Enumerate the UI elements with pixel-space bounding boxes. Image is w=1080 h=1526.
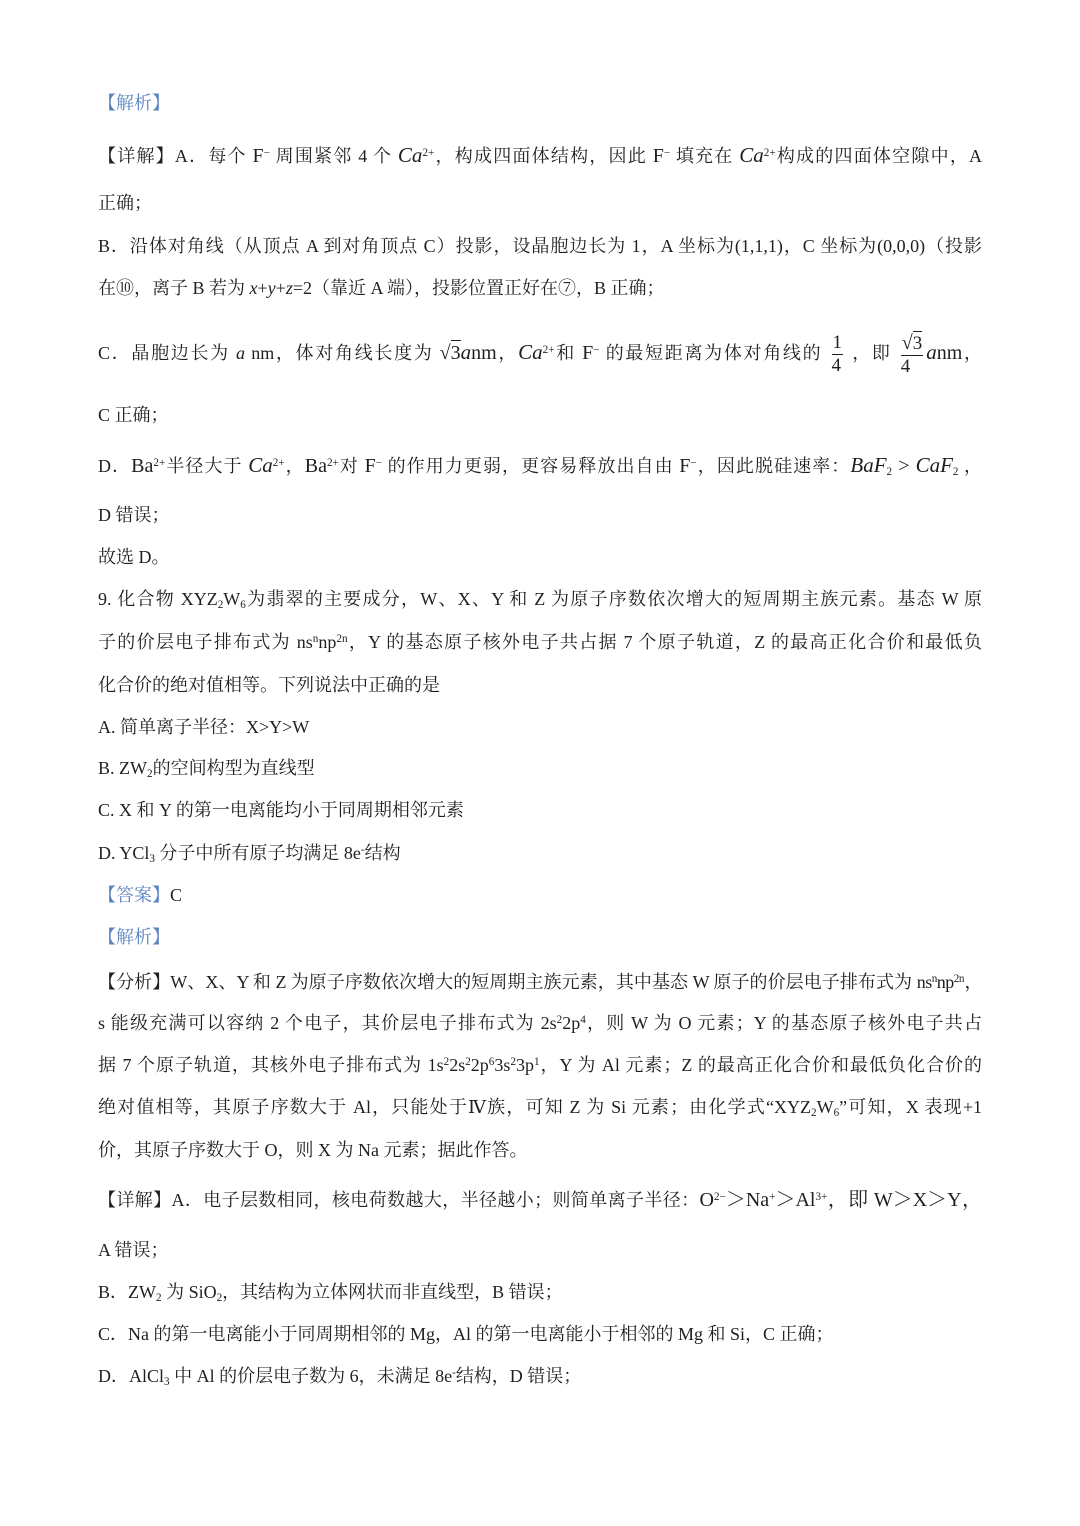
text-run: +: [275, 278, 286, 298]
superscript: 1: [533, 1055, 540, 1068]
comparison-sign: >: [892, 455, 916, 477]
text-run: ，因此脱硅速率：: [696, 456, 851, 476]
superscript: 2n: [336, 632, 348, 645]
text-run: D. YCl: [98, 843, 150, 863]
text-run: ，构成四面体结构，因此: [434, 146, 653, 166]
text-run: 据 7 个原子轨道，其核外电子排布式为 1s: [98, 1055, 444, 1075]
text-run: 子的价层电子排布式为 ns: [98, 632, 313, 652]
text-run: B．ZW: [98, 1282, 156, 1302]
text-run: ，: [962, 343, 983, 363]
subscript: 6: [240, 599, 246, 612]
section-label-analysis: 【解析】: [98, 927, 170, 947]
detail-line-option-b: B．沿体对角线（从顶点 A 到对角顶点 C）投影，设晶胞边长为 1，A 坐标为(1,1,1)，C 坐标为(0,0,0)（投影: [98, 236, 982, 256]
text-run: 半径大于: [165, 456, 249, 476]
superscript: 2+: [272, 456, 285, 469]
text-run: 3p: [515, 1055, 534, 1075]
text-run: 周围紧邻 4 个: [269, 146, 398, 166]
detail-line-option-d: [98, 1361, 982, 1391]
fraction-one-quarter: [832, 332, 844, 377]
option-b: [98, 753, 982, 783]
text-run: 构成的四面体空隙中，A: [775, 146, 983, 166]
superscript: 2+: [422, 146, 435, 159]
unit-nm: nm: [936, 342, 963, 364]
analysis-line: [98, 1008, 982, 1038]
text-run: np: [318, 632, 337, 652]
superscript: 2: [443, 1055, 450, 1068]
detail-line-option-c: C．Na 的第一电离能小于同周期相邻的 Mg，Al 的第一电离能小于相邻的 Mg 和 Si，C 正确；: [98, 1324, 834, 1344]
text-run: 2p: [470, 1055, 489, 1075]
text-run: 2p: [562, 1013, 581, 1033]
text-run: 为 SiO: [161, 1282, 217, 1302]
text-run: W: [223, 589, 241, 609]
fraction-numerator: 1: [832, 332, 842, 354]
fraction-denominator: 4: [831, 355, 841, 377]
text-run: ，: [496, 343, 519, 363]
subscript: 2: [147, 768, 153, 781]
superscript: 2+: [542, 343, 555, 356]
text-run: 分子中所有原子均满足 8e: [154, 843, 361, 863]
subscript: 2: [810, 1107, 817, 1120]
variable-a: a: [460, 340, 472, 364]
formula-fluoride: F: [679, 455, 691, 477]
text-run: 的空间构型为直线型: [152, 758, 315, 778]
analysis-line: 价，其原子序数大于 O，则 X 为 Na 元素；据此作答。: [98, 1140, 528, 1160]
subscript: 2: [216, 1292, 223, 1305]
text-run: 2s: [449, 1055, 466, 1075]
section-label-analysis: 【解析】: [98, 93, 170, 113]
superscript: 2−: [713, 1190, 726, 1203]
superscript: −: [375, 456, 382, 469]
formula-aluminium-ion: ＞Al: [775, 1189, 816, 1211]
formula-calcium: Ca: [397, 143, 423, 167]
formula-caf2: CaF: [915, 453, 953, 477]
option-c: C. X 和 Y 的第一电离能均小于同周期相邻元素: [98, 800, 464, 820]
fraction-sqrt3-over-4: [901, 332, 923, 378]
detail-line: A 错误；: [98, 1240, 169, 1260]
text-run: 对: [338, 456, 365, 476]
superscript: +: [769, 1190, 776, 1203]
text-run: 填充在: [670, 146, 740, 166]
superscript: n: [931, 972, 937, 985]
variable-x: x: [249, 278, 258, 298]
variable-a: a: [926, 340, 937, 364]
superscript: −: [263, 146, 270, 159]
superscript: −: [690, 456, 697, 469]
fraction-numerator: [901, 332, 923, 356]
detail-line-option-d: [98, 450, 982, 480]
text-run: 结构，D 错误；: [455, 1366, 582, 1386]
question-stem-line: [98, 627, 982, 657]
text-run: W: [816, 1097, 834, 1117]
superscript: -: [360, 843, 365, 856]
detail-line: 正确；: [98, 193, 152, 213]
text-run: 9. 化合物 XYZ: [98, 589, 218, 609]
formula-fluoride: F: [652, 145, 664, 167]
option-a: A. 简单离子半径：X>Y>W: [98, 717, 310, 737]
superscript: 2: [510, 1055, 516, 1068]
section-label-answer: 【答案】: [98, 885, 170, 905]
superscript: 6: [488, 1055, 495, 1068]
radical-sign: √: [439, 342, 451, 364]
analysis-line: [98, 967, 982, 997]
text-run: 和: [554, 343, 583, 363]
analysis-line: [98, 1050, 982, 1080]
subscript: 3: [149, 853, 155, 866]
text-run: 中 Al 的价层电子数为 6，未满足 8e: [169, 1366, 453, 1386]
text-run: +: [257, 278, 268, 298]
text-run: 的作用力更弱，更容易释放出自由: [382, 456, 680, 476]
subscript: 3: [164, 1376, 170, 1389]
text-run: ，其结构为立体网状而非直线型，B 错误；: [222, 1282, 563, 1302]
formula-barium: Ba: [304, 455, 327, 477]
text-run: B. ZW: [98, 758, 147, 778]
superscript: 3+: [815, 1190, 828, 1203]
text-run: ，Y 为 Al 元素；Z 的最高正化合价和最低负化合价的: [539, 1055, 982, 1075]
subscript: 2: [217, 599, 224, 612]
text-run: ，则 W 为 O 元素；Y 的基态原子核外电子共占: [585, 1013, 982, 1033]
question-stem-line: [98, 584, 982, 614]
radical-sign: √: [901, 331, 913, 354]
superscript: -: [452, 1366, 456, 1379]
fraction-denominator: 4: [900, 355, 911, 377]
subscript: 2: [156, 1292, 162, 1305]
superscript: 2+: [153, 456, 166, 469]
analysis-line: [98, 1092, 982, 1122]
superscript: 4: [580, 1013, 586, 1026]
formula-barium: Ba: [131, 455, 154, 477]
superscript: n: [312, 632, 319, 645]
text-run: 的最短距离为体对角线的: [599, 343, 829, 363]
text-run: s 能级充满可以容纳 2 个电子，其价层电子排布式为 2s: [98, 1013, 557, 1033]
final-choice-line: 故选 D。: [98, 547, 170, 567]
radicand: 3: [450, 342, 461, 364]
superscript: −: [593, 343, 600, 356]
text-run: ，即 W＞X＞Y，: [827, 1189, 983, 1211]
superscript: 2: [465, 1055, 471, 1068]
text-run: ，: [958, 456, 983, 476]
formula-fluoride: F: [364, 455, 376, 477]
question-stem-line: 化合价的绝对值相等。下列说法中正确的是: [98, 675, 440, 695]
answer-value: C: [170, 885, 183, 905]
superscript: 2+: [763, 146, 776, 159]
text-run: 【详解】A．每个: [98, 146, 253, 166]
superscript: 2: [556, 1013, 563, 1026]
detail-line-option-a: [98, 140, 982, 170]
superscript: 2n: [953, 972, 964, 985]
detail-line: [98, 273, 982, 303]
answer-line: [98, 880, 982, 910]
variable-z: z: [285, 278, 293, 298]
formula-fluoride: F: [582, 342, 594, 364]
text-run: ，即: [846, 343, 898, 363]
variable-y: y: [267, 278, 276, 298]
subscript: 2: [952, 466, 959, 479]
formula-oxide-ion: O: [699, 1189, 714, 1211]
subscript: 6: [833, 1107, 840, 1120]
text-run: 【分析】W、X、Y 和 Z 为原子序数依次增大的短周期主族元素，其中基态 W 原子的价层电子排布式为 ns: [98, 972, 932, 992]
detail-line-option-a: [98, 1185, 982, 1215]
text-run: D．AlCl: [98, 1366, 165, 1386]
text-run: ，: [284, 456, 305, 476]
option-d: [98, 838, 982, 868]
formula-sodium-ion: ＞Na: [725, 1189, 770, 1211]
text-run: ，: [963, 972, 983, 992]
text-run: 【详解】A．电子层数相同，核电荷数越大，半径越小；则简单离子半径：: [98, 1190, 700, 1210]
formula-calcium: Ca: [248, 453, 273, 477]
text-run: 结构: [364, 843, 401, 863]
text-run: D．: [98, 456, 132, 476]
text-run: np: [936, 972, 954, 992]
text-run: ”可知，X 表现+1: [839, 1097, 983, 1117]
variable-a: a: [236, 343, 246, 363]
unit-nm: nm: [471, 342, 497, 364]
radicand: 3: [912, 332, 923, 354]
detail-line: D 错误；: [98, 505, 170, 525]
text-run: 3s: [494, 1055, 511, 1075]
detail-line-option-b: [98, 1277, 982, 1307]
detail-line: C 正确；: [98, 405, 169, 425]
text-run: 为翡翠的主要成分，W、X、Y 和 Z 为原子序数依次增大的短周期主族元素。基态 W 原: [245, 589, 982, 609]
formula-fluoride: F: [252, 145, 264, 167]
superscript: 2+: [326, 456, 339, 469]
text-run: ，Y 的基态原子核外电子共占据 7 个原子轨道，Z 的最高正化合价和最低负: [347, 632, 982, 652]
superscript: −: [663, 146, 671, 159]
subscript: 2: [886, 466, 893, 479]
formula-calcium: Ca: [739, 143, 764, 167]
text-run: C．晶胞边长为: [98, 343, 237, 363]
formula-calcium: Ca: [518, 340, 543, 364]
text-run: 绝对值相等，其原子序数大于 Al，只能处于Ⅳ族，可知 Z 为 Si 元素；由化学式“XYZ: [98, 1097, 811, 1117]
text-run: 在⑩，离子 B 若为: [98, 278, 250, 298]
text-run: nm，体对角线长度为: [245, 343, 440, 363]
text-run: =2（靠近 A 端），投影位置正好在⑦，B 正确；: [292, 278, 665, 298]
formula-baf2: BaF: [850, 453, 887, 477]
detail-line-option-c: [98, 325, 982, 379]
